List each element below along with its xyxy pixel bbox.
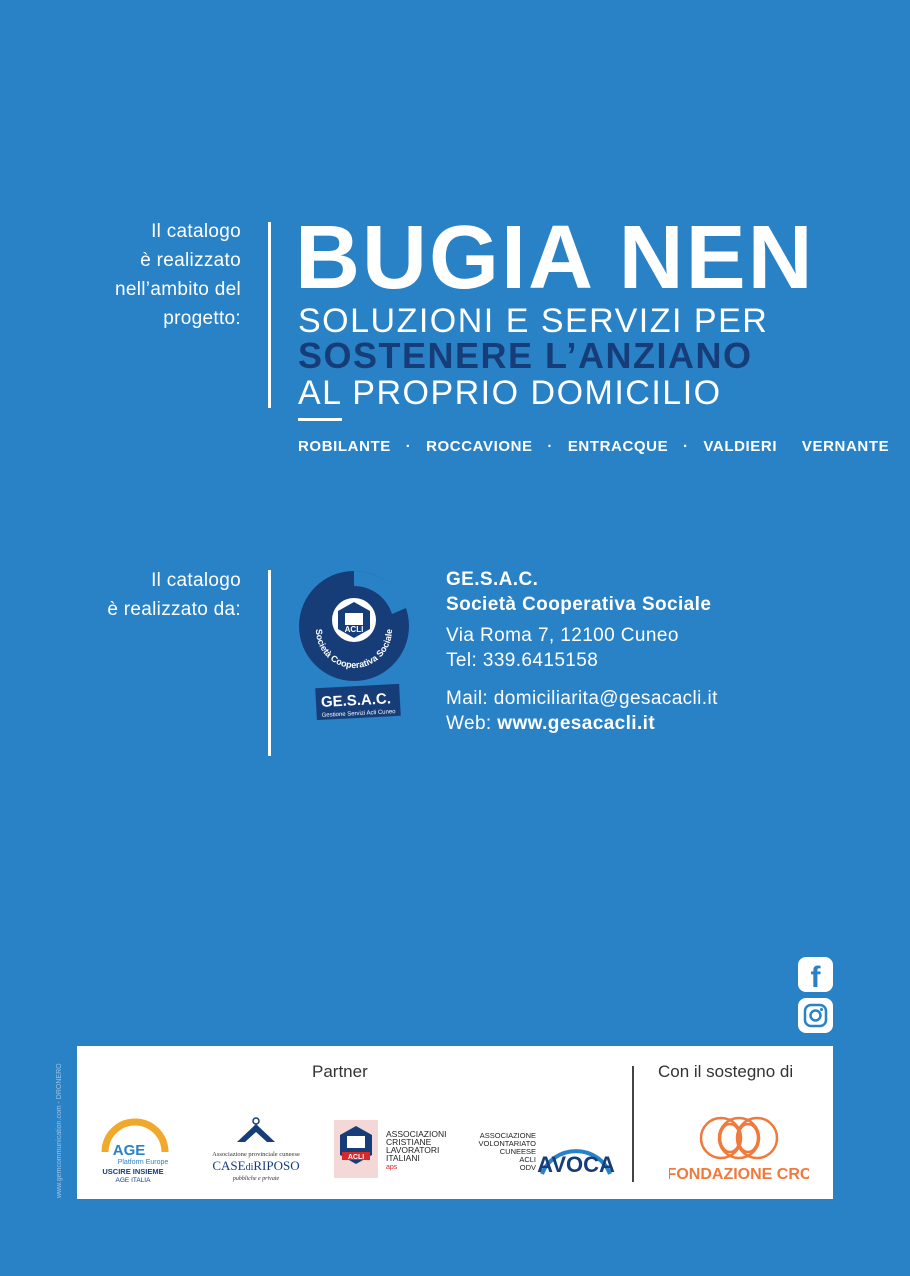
facebook-glyph: f xyxy=(810,961,821,994)
age-line2: USCIRE INSIEME xyxy=(102,1167,164,1176)
fondazione-crc-logo xyxy=(669,1112,809,1184)
avoca-line4: ACLI xyxy=(519,1155,536,1164)
org-intro xyxy=(107,566,241,624)
acli-logo xyxy=(332,1118,452,1182)
gesac-logo xyxy=(296,568,412,723)
project-intro xyxy=(115,217,241,333)
web-label: Web: xyxy=(446,713,492,734)
instagram-icon[interactable] xyxy=(798,998,833,1033)
intro-line: progetto: xyxy=(163,308,241,329)
case-line1: Associazione provinciale cuneese xyxy=(212,1151,300,1158)
org-address: Via Roma 7, 12100 Cuneo xyxy=(446,625,679,646)
subtitle-line-3: AL PROPRIO DOMICILIO xyxy=(298,374,722,412)
divider-line xyxy=(268,570,271,756)
acli-line3: LAVORATORI xyxy=(386,1145,440,1155)
web-link[interactable]: www.gesacacli.it xyxy=(497,713,656,734)
case-line2: CASEdiRIPOSO xyxy=(212,1158,300,1173)
avoca-line3: CUNEESE xyxy=(499,1147,536,1156)
town: VERNANTE xyxy=(801,438,890,455)
panel-divider xyxy=(632,1066,634,1182)
partners-panel xyxy=(77,1046,833,1199)
org-phone: Tel: 339.6415158 xyxy=(446,650,599,671)
intro-line: Il catalogo xyxy=(151,221,241,242)
acli-line2: CRISTIANE xyxy=(386,1137,432,1147)
subtitle-line-1: SOLUZIONI E SERVIZI PER xyxy=(298,302,769,340)
town: ENTRACQUE xyxy=(567,438,669,455)
partner-label: Partner xyxy=(312,1062,368,1081)
acli-line4: ITALIANI xyxy=(386,1153,420,1163)
town: ROCCAVIONE xyxy=(426,438,533,455)
org-email[interactable]: Mail: domiciliarita@gesacacli.it xyxy=(446,688,718,709)
avoca-line5: ODV xyxy=(519,1163,536,1172)
support-label: Con il sostegno di xyxy=(658,1062,794,1081)
avoca-logo xyxy=(470,1118,620,1184)
acli-badge: ACLI xyxy=(347,1154,365,1161)
separator: · xyxy=(547,438,554,455)
divider-line xyxy=(268,222,271,408)
intro-line: nell’ambito del xyxy=(115,279,241,300)
org-type: Società Cooperativa Sociale xyxy=(446,594,712,615)
logo-inner-text: ACLI xyxy=(344,625,364,634)
age-big: AGE xyxy=(112,1142,146,1159)
age-logo xyxy=(93,1112,177,1184)
title-underline xyxy=(298,418,342,421)
separator: · xyxy=(683,438,689,455)
intro-line: è realizzato xyxy=(140,250,241,271)
crc-label: FONDAZIONE CRC xyxy=(669,1166,809,1183)
org-web xyxy=(446,711,655,736)
avoca-line2: VOLONTARIATO xyxy=(478,1139,536,1148)
town: ROBILANTE xyxy=(298,438,391,455)
intro-line: Il catalogo xyxy=(151,570,241,591)
side-credit: www.gemcommunication.com - DRONERO xyxy=(56,1063,63,1198)
acli-line5: aps xyxy=(386,1164,398,1171)
org-name: GE.S.A.C. xyxy=(446,569,539,590)
intro-line: è realizzato da: xyxy=(107,599,241,620)
subtitle-line-2: SOSTENERE L’ANZIANO xyxy=(298,335,753,376)
separator: · xyxy=(405,438,412,455)
towns-list xyxy=(298,438,899,455)
logo-badge-sub: Gestione Servizi Acli Cuneo xyxy=(321,709,396,719)
logo-ring-text: Società Cooperativa Sociale xyxy=(313,628,395,671)
avoca-line1: ASSOCIAZIONE xyxy=(479,1131,536,1140)
acli-line1: ASSOCIAZIONI xyxy=(386,1129,447,1139)
case-di-riposo-logo xyxy=(197,1116,315,1184)
logo-badge-text: GE.S.A.C. xyxy=(320,690,392,711)
facebook-icon[interactable] xyxy=(798,957,833,992)
avoca-mark: AVOCA xyxy=(537,1152,615,1177)
town: VALDIERI xyxy=(703,438,778,455)
project-title: BUGIA NEN xyxy=(295,208,815,308)
age-line1: Platform Europe xyxy=(117,1159,169,1166)
case-line3: pubbliche e private xyxy=(232,1176,280,1182)
age-line3: AGE ITALIA xyxy=(115,1177,151,1184)
